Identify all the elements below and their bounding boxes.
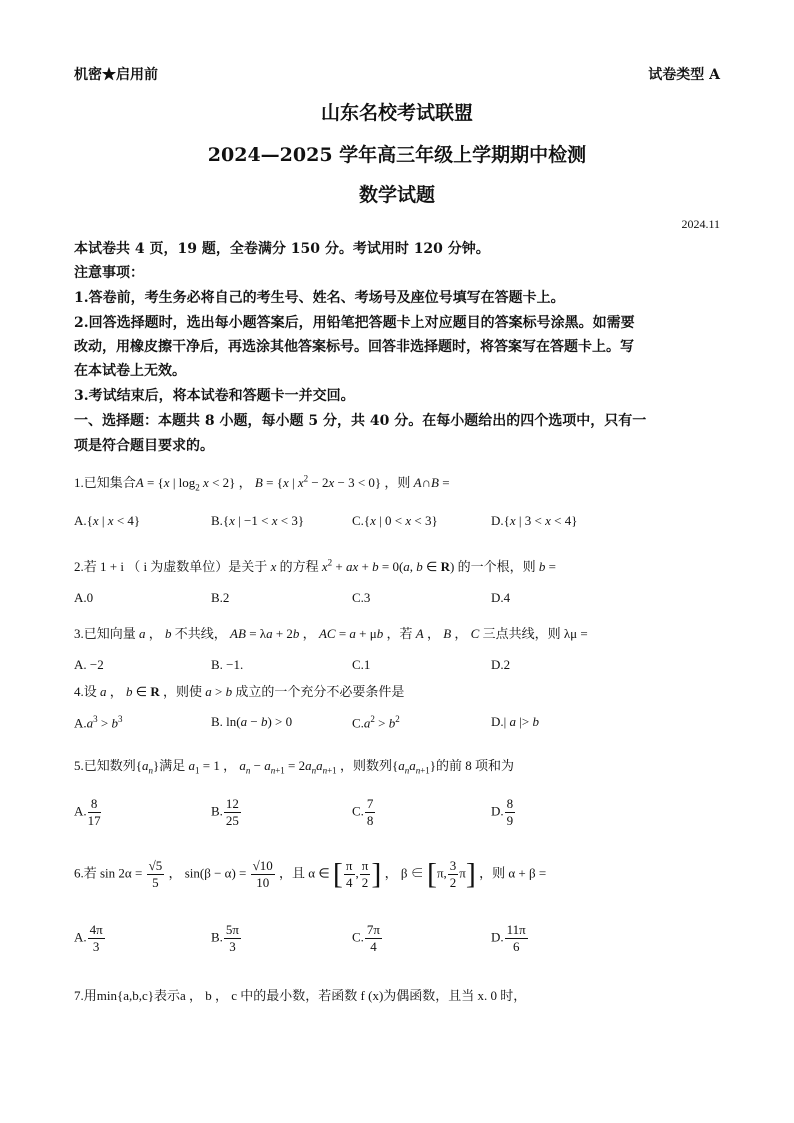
q4-option-a[interactable]: $A.a^3 > b^3$ — [74, 714, 123, 731]
q5-option-c[interactable]: C. $\frac{7}{8}$ — [352, 796, 374, 828]
q4-option-d[interactable]: D.| a |> b — [491, 714, 539, 729]
note-2a: 2.回答选择题时，选出每小题答案后，用铅笔把答题卡上对应题目的答案标号涂黑。如需要 — [74, 315, 635, 331]
q3-option-a[interactable]: A. −2 — [74, 657, 104, 672]
q6-option-b[interactable]: B. $\frac{5\pi}{3}$ — [211, 922, 239, 954]
question-7: 7.用min{a,b,c}表示a ， b ， c 中的最小数，若函数 f (x)为偶函数，且当 x. 0 时， — [74, 988, 527, 1003]
note-3: 3.考试结束后，将本试卷和答题卡一并交回。 — [74, 388, 355, 404]
notes-heading: 注意事项： — [74, 265, 144, 281]
note-2c: 在本试卷上无效。 — [74, 363, 186, 379]
paper-type-label: 试卷类型 A — [648, 67, 720, 83]
q5-option-a[interactable]: A. $\frac{8}{17}$ — [74, 796, 101, 828]
q3-option-d[interactable]: D.2 — [491, 657, 511, 672]
question-4: 4.设 a ， b ∈ R ，则使 a > b 成立的一个充分不必要条件是 — [74, 684, 405, 699]
section-heading-b: 项是符合题目要求的。 — [74, 438, 214, 454]
q2-option-a[interactable]: A.0 — [74, 590, 94, 605]
q6-option-c[interactable]: C. $\frac{7\pi}{4}$ — [352, 922, 380, 954]
title-alliance: 山东名校考试联盟 — [320, 102, 473, 124]
q4-option-c[interactable]: $C.a^2 > b^2$ — [352, 714, 400, 731]
q2-option-d[interactable]: D.4 — [491, 590, 511, 605]
question-3: 3.已知向量 a ， b 不共线， AB = λa + 2b ， AC = a + μb ，若 A ， B ， C 三点共线，则 λμ = — [74, 626, 588, 641]
q3-option-c[interactable]: C.1 — [352, 657, 371, 672]
q5-option-d[interactable]: D. $\frac{8}{9}$ — [491, 796, 514, 828]
section-heading-a: 一、选择题：本题共 8 小题，每小题 5 分，共 40 分。在每小题给出的四个选项中，只有一 — [74, 413, 647, 429]
q1-option-c[interactable]: C.{x | 0 < x < 3} — [352, 513, 438, 528]
confidential-label: 机密★启用前 — [74, 67, 158, 83]
question-6: 6.若 sin 2α = $\frac{√5}{5}$ ， sin(β − α) = $\frac{√10}{10}$ ，且 α ∈ [ $\frac{\pi}{4}$ , $\frac{\pi}{2}$ ] ， β ∈ [π, $\frac{3}{2}$ π] ，则 α + β = — [74, 857, 547, 891]
q6-option-d[interactable]: D. $\frac{11\pi}{6}$ — [491, 922, 526, 954]
question-5: 5.已知数列$\{a_n\}$满足 $a_1 = 1$ ， $a_n - a_{n+1} = 2a_na_{n+1}$ ，则数列$\{a_na_{n+1}\}$的前 8 项和为 — [74, 758, 515, 776]
exam-date: 2024.11 — [681, 217, 720, 231]
q3-option-b[interactable]: B. −1. — [211, 657, 244, 672]
q4-option-b[interactable]: B. ln(a − b) > 0 — [211, 714, 293, 729]
q6-option-a[interactable]: A. $\frac{4\pi}{3}$ — [74, 922, 103, 954]
paper-intro: 本试卷共 4 页，19 题，全卷满分 150 分。考试用时 120 分钟。 — [74, 241, 490, 257]
q1-option-b[interactable]: B.{x | −1 < x < 3} — [211, 513, 305, 528]
title-subject: 数学试题 — [358, 184, 435, 206]
q1-option-a[interactable]: A.{x | x < 4} — [74, 513, 141, 528]
q1-option-d[interactable]: D.{x | 3 < x < 4} — [491, 513, 578, 528]
title-exam: 2024—2025 学年高三年级上学期期中检测 — [207, 144, 587, 166]
q5-option-b[interactable]: B. $\frac{12}{25}$ — [211, 796, 239, 828]
q2-option-b[interactable]: B.2 — [211, 590, 230, 605]
q2-option-c[interactable]: C.3 — [352, 590, 371, 605]
question-2: 2.若 1 + i （ i 为虚数单位）是关于 x 的方程 $x^2$ + ax + b = 0(a, b ∈ R) 的一个根，则 b = — [74, 557, 556, 574]
note-2b: 改动，用橡皮擦干净后，再选涂其他答案标号。回答非选择题时，将答案写在答题卡上。写 — [74, 339, 634, 355]
note-1: 1.答卷前，考生务必将自己的考生号、姓名、考场号及座位号填写在答题卡上。 — [74, 290, 565, 306]
question-1: 1.已知集合A = {x | $\log_2 x < 2$} ， B = {x | $x^2 - 2x - 3 < 0$} ，则 A∩B = — [74, 473, 450, 493]
